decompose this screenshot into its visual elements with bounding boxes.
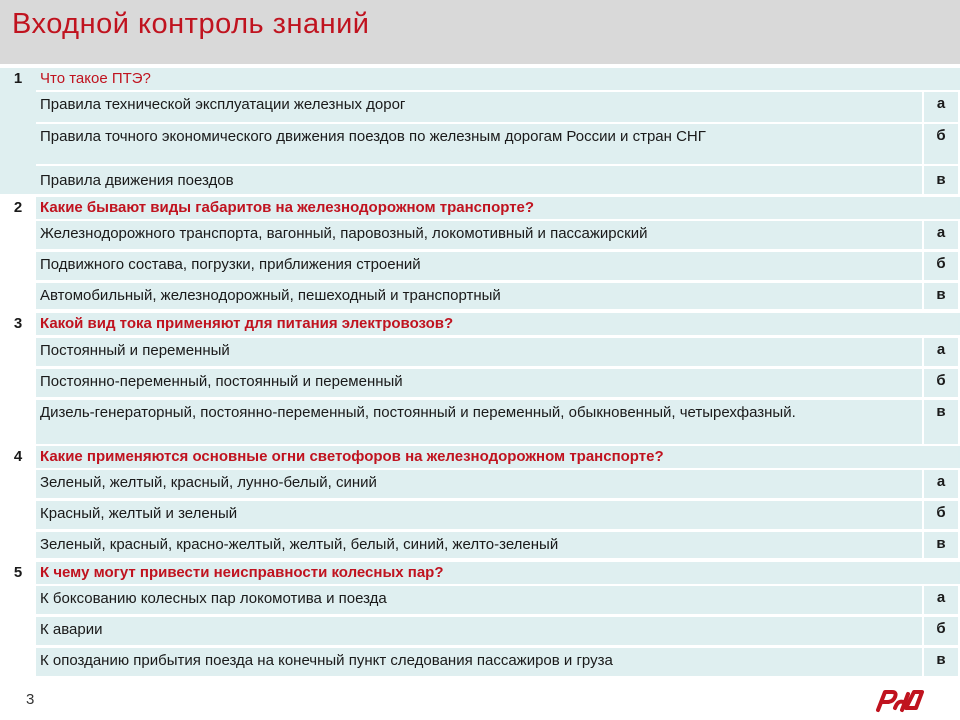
answer-text: Правила движения поездов <box>36 166 922 194</box>
question-block-3 <box>0 313 960 445</box>
answer-text: Дизель-генераторный, постоянно-переменный, постоянный и переменный, обыкновенный, четырехфазный. <box>36 400 922 444</box>
answer-letter: в <box>924 532 958 558</box>
answer-text: Автомобильный, железнодорожный, пешеходный и транспортный <box>36 283 922 309</box>
answer-letter: б <box>924 617 958 645</box>
answer-letter: б <box>924 252 958 280</box>
answer-text: Железнодорожного транспорта, вагонный, паровозный, локомотивный и пассажирский <box>36 221 922 249</box>
answer-letter: а <box>924 470 958 498</box>
answer-text: Зеленый, красный, красно-желтый, желтый, белый, синий, желто-зеленый <box>36 532 922 558</box>
answer-row[interactable] <box>36 252 960 280</box>
answer-row[interactable] <box>36 166 960 194</box>
answer-text: Постоянно-переменный, постоянный и переменный <box>36 369 922 397</box>
answer-row[interactable] <box>36 221 960 249</box>
answer-row[interactable] <box>36 400 960 444</box>
rzd-logo-icon <box>872 686 928 714</box>
answer-letter: а <box>924 221 958 249</box>
answer-letter: б <box>924 369 958 397</box>
question-text: Какие применяются основные огни светофоров на железнодорожном транспорте? <box>36 446 960 468</box>
answer-text: Подвижного состава, погрузки, приближения строений <box>36 252 922 280</box>
question-block-2 <box>0 197 960 309</box>
question-number: 1 <box>0 68 36 194</box>
answer-text: К боксованию колесных пар локомотива и поезда <box>36 586 922 614</box>
answer-text: Зеленый, желтый, красный, лунно-белый, синий <box>36 470 922 498</box>
question-number: 2 <box>13 199 23 216</box>
answer-letter: б <box>924 124 958 164</box>
answer-letter: в <box>924 648 958 676</box>
answer-row[interactable] <box>36 92 960 122</box>
answer-row[interactable] <box>36 338 960 366</box>
question-text: К чему могут привести неисправности колесных пар? <box>36 562 960 584</box>
answer-letter: б <box>924 501 958 529</box>
answer-row[interactable] <box>36 124 960 164</box>
answer-letter: а <box>924 92 958 122</box>
slide-title: Входной контроль знаний <box>12 8 370 40</box>
answer-text: К опозданию прибытия поезда на конечный пункт следования пассажиров и груза <box>36 648 922 676</box>
answer-text: Правила точного экономического движения поездов по железным дорогам России и стран СНГ <box>36 124 922 164</box>
answer-row[interactable] <box>36 648 960 676</box>
question-block-4 <box>0 446 960 558</box>
answer-row[interactable] <box>36 470 960 498</box>
answer-letter: а <box>924 586 958 614</box>
answer-row[interactable] <box>36 532 960 558</box>
question-block-1 <box>0 68 960 194</box>
question-number: 4 <box>13 448 23 465</box>
answer-row[interactable] <box>36 369 960 397</box>
answer-text: Правила технической эксплуатации железных дорог <box>36 92 922 122</box>
question-block-5 <box>0 562 960 676</box>
answer-row[interactable] <box>36 501 960 529</box>
answer-letter: в <box>924 166 958 194</box>
answer-text: Постоянный и переменный <box>36 338 922 366</box>
quiz-table <box>0 68 960 680</box>
question-text: Какой вид тока применяют для питания электровозов? <box>36 313 960 335</box>
question-number: 3 <box>13 315 23 332</box>
question-number: 5 <box>13 564 23 581</box>
answer-row[interactable] <box>36 586 960 614</box>
title-bar <box>0 0 960 64</box>
answer-text: Красный, желтый и зеленый <box>36 501 922 529</box>
question-text: Какие бывают виды габаритов на железнодорожном транспорте? <box>36 197 960 219</box>
answer-row[interactable] <box>36 283 960 309</box>
question-text: Что такое ПТЭ? <box>36 68 960 90</box>
answer-letter: в <box>924 400 958 444</box>
answer-text: К аварии <box>36 617 922 645</box>
answer-row[interactable] <box>36 617 960 645</box>
answer-letter: а <box>924 338 958 366</box>
page-number: 3 <box>26 691 35 708</box>
answer-letter: в <box>924 283 958 309</box>
